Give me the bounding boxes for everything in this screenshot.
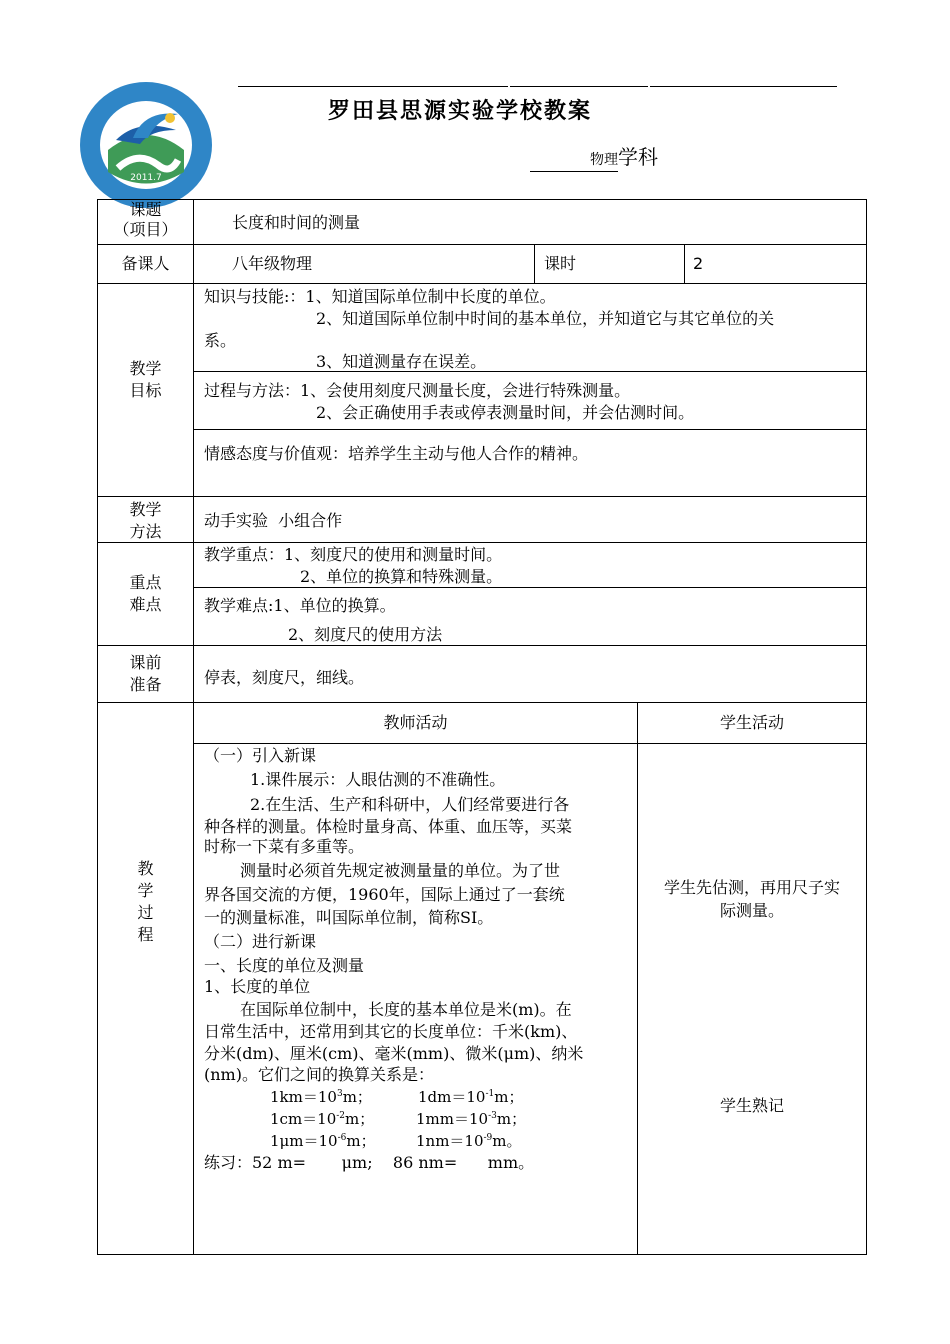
process-label-char: 程 bbox=[137, 925, 154, 944]
teacher-line: 1.课件展示：人眼估测的不准确性。 bbox=[250, 770, 506, 789]
teacher-line: 测量时必须首先规定被测量量的单位。为了世 bbox=[240, 861, 561, 880]
cell-divider bbox=[684, 244, 685, 283]
conversion-row bbox=[418, 1086, 523, 1108]
student-activity-header: 学生活动 bbox=[719, 713, 784, 732]
row-line bbox=[97, 645, 867, 646]
logo-year: 2011.7 bbox=[130, 173, 162, 183]
teacher-line: (nm)。它们之间的换算关系是： bbox=[204, 1065, 434, 1084]
goals-label-line2: 目标 bbox=[129, 381, 162, 400]
conv-a-unit: m； bbox=[342, 1088, 372, 1106]
student-note: 学生熟记 bbox=[719, 1096, 784, 1115]
conversion-row bbox=[416, 1108, 526, 1130]
conversion-row bbox=[270, 1086, 372, 1108]
period-value: 2 bbox=[693, 254, 704, 273]
conv-a-exp: -6 bbox=[337, 1133, 347, 1143]
prep-label bbox=[98, 652, 193, 696]
goal-process-1: 过程与方法：1、会使用刻度尺测量长度，会进行特殊测量。 bbox=[204, 381, 631, 400]
goal-attitude: 情感态度与价值观：培养学生主动与他人合作的精神。 bbox=[204, 444, 589, 463]
process-label-char: 过 bbox=[137, 903, 154, 922]
cell-divider bbox=[193, 371, 867, 372]
conv-a-unit: m； bbox=[345, 1110, 375, 1128]
goals-label-line1: 教学 bbox=[129, 359, 162, 378]
conv-b-exp: -1 bbox=[485, 1089, 495, 1099]
teacher-line: （二）进行新课 bbox=[204, 932, 317, 951]
key-label-line2: 难点 bbox=[129, 595, 162, 614]
conv-b: 1mm＝10 bbox=[416, 1110, 489, 1128]
conv-b-exp: -9 bbox=[483, 1133, 493, 1143]
student-note: 学生先估测，再用尺子实 bbox=[663, 878, 840, 897]
row-line bbox=[97, 199, 867, 200]
cell-divider bbox=[534, 244, 535, 283]
cell-divider bbox=[193, 743, 867, 744]
conv-a: 1cm＝10 bbox=[270, 1110, 337, 1128]
preparer-value: 八年级物理 bbox=[232, 254, 313, 273]
conversion-row bbox=[270, 1108, 374, 1130]
conv-a: 1km＝10 bbox=[270, 1088, 337, 1106]
conv-b: 1dm＝10 bbox=[418, 1088, 486, 1106]
subject-value: 物理 bbox=[530, 149, 618, 172]
conv-b-unit: m。 bbox=[492, 1132, 522, 1150]
key-point-1: 教学重点：1、刻度尺的使用和测量时间。 bbox=[204, 545, 503, 564]
teacher-line: 时称一下菜有多重等。 bbox=[204, 837, 365, 856]
process-label-char: 教 bbox=[137, 859, 154, 878]
goal-knowledge-2: 2、知道国际单位制中时间的基本单位，并知道它与其它单位的关 bbox=[316, 309, 775, 328]
goal-knowledge-4: 3、知道测量存在误差。 bbox=[316, 352, 487, 371]
teacher-line: 2.在生活、生产和科研中，人们经常要进行各 bbox=[250, 795, 570, 814]
row-line bbox=[97, 244, 867, 245]
goal-process-2: 2、会正确使用手表或停表测量时间，并会估测时间。 bbox=[316, 403, 695, 422]
preparer-label: 备课人 bbox=[121, 254, 170, 273]
method-label-line2: 方法 bbox=[129, 522, 162, 541]
difficult-point-1: 教学难点:1、单位的换算。 bbox=[204, 596, 396, 615]
conv-b-exp: -3 bbox=[488, 1111, 497, 1121]
prep-label-line2: 准备 bbox=[129, 675, 162, 694]
difficult-point-2: 2、刻度尺的使用方法 bbox=[288, 625, 443, 644]
table-border-right bbox=[866, 199, 867, 1255]
school-title: 罗田县思源实验学校教案 bbox=[328, 98, 593, 124]
goal-knowledge-1: 知识与技能:：1、知道国际单位制中长度的单位。 bbox=[204, 287, 556, 306]
header-rule-left bbox=[238, 86, 508, 87]
teacher-activity-header: 教师活动 bbox=[383, 713, 448, 732]
prep-label-line1: 课前 bbox=[129, 653, 162, 672]
conv-a-unit: m； bbox=[346, 1132, 376, 1150]
row-line bbox=[97, 542, 867, 543]
conv-a-exp: 3 bbox=[336, 1089, 343, 1099]
conv-b-unit: m； bbox=[496, 1110, 527, 1128]
teacher-line: 1、长度的单位 bbox=[204, 977, 311, 996]
conv-b: 1nm＝10 bbox=[416, 1132, 484, 1150]
method-label bbox=[98, 499, 193, 543]
cell-divider bbox=[193, 587, 867, 588]
header-rule-mid bbox=[510, 86, 648, 87]
teacher-line: 分米(dm)、厘米(cm)、毫米(mm)、微米(μm)、纳米 bbox=[204, 1044, 584, 1063]
conv-a-exp: -2 bbox=[336, 1111, 346, 1121]
exercise-line: 练习：52 m= μm; 86 nm= mm。 bbox=[204, 1153, 535, 1172]
process-label bbox=[98, 858, 193, 946]
row-line bbox=[97, 702, 867, 703]
school-logo bbox=[78, 80, 214, 210]
topic-label bbox=[98, 200, 193, 240]
goals-label bbox=[98, 358, 193, 402]
header-rule-right bbox=[650, 86, 837, 87]
key-point-2: 2、单位的换算和特殊测量。 bbox=[300, 567, 503, 586]
row-line bbox=[97, 283, 867, 284]
student-note: 际测量。 bbox=[719, 901, 784, 920]
topic-value: 长度和时间的测量 bbox=[232, 213, 361, 232]
subject-line bbox=[530, 146, 658, 172]
topic-label-line1: 课题 bbox=[129, 200, 162, 219]
cell-divider bbox=[193, 429, 867, 430]
process-label-char: 学 bbox=[137, 881, 154, 900]
teacher-line: 界各国交流的方便，1960年，国际上通过了一套统 bbox=[204, 885, 565, 904]
key-label-line1: 重点 bbox=[129, 573, 162, 592]
teacher-line: 在国际单位制中，长度的基本单位是米(m)。在 bbox=[240, 1000, 572, 1019]
logo-emblem-icon bbox=[78, 80, 214, 210]
key-label bbox=[98, 572, 193, 616]
conv-a: 1μm＝10 bbox=[270, 1132, 338, 1150]
teacher-line: 一、长度的单位及测量 bbox=[204, 956, 365, 975]
conv-b-unit: m； bbox=[494, 1088, 524, 1106]
cell-divider bbox=[637, 702, 638, 1255]
period-label: 课时 bbox=[544, 254, 577, 273]
teacher-line: （一）引入新课 bbox=[204, 746, 317, 765]
conversion-row bbox=[416, 1130, 522, 1152]
teacher-line: 一的测量标准，叫国际单位制，简称SI。 bbox=[204, 908, 494, 927]
method-label-line1: 教学 bbox=[129, 500, 162, 519]
row-line bbox=[97, 496, 867, 497]
subject-suffix: 学科 bbox=[618, 145, 658, 169]
teacher-line: 日常生活中，还常用到其它的长度单位：千米(km)、 bbox=[204, 1022, 578, 1041]
conversion-row bbox=[270, 1130, 376, 1152]
row-line bbox=[97, 1254, 867, 1255]
teacher-line: 种各样的测量。体检时量身高、体重、血压等，买菜 bbox=[204, 817, 573, 836]
topic-label-line2: （项目） bbox=[113, 220, 178, 239]
goal-knowledge-3: 系。 bbox=[204, 331, 237, 350]
prep-value: 停表，刻度尺，细线。 bbox=[204, 668, 365, 687]
method-value: 动手实验 小组合作 bbox=[204, 511, 343, 530]
